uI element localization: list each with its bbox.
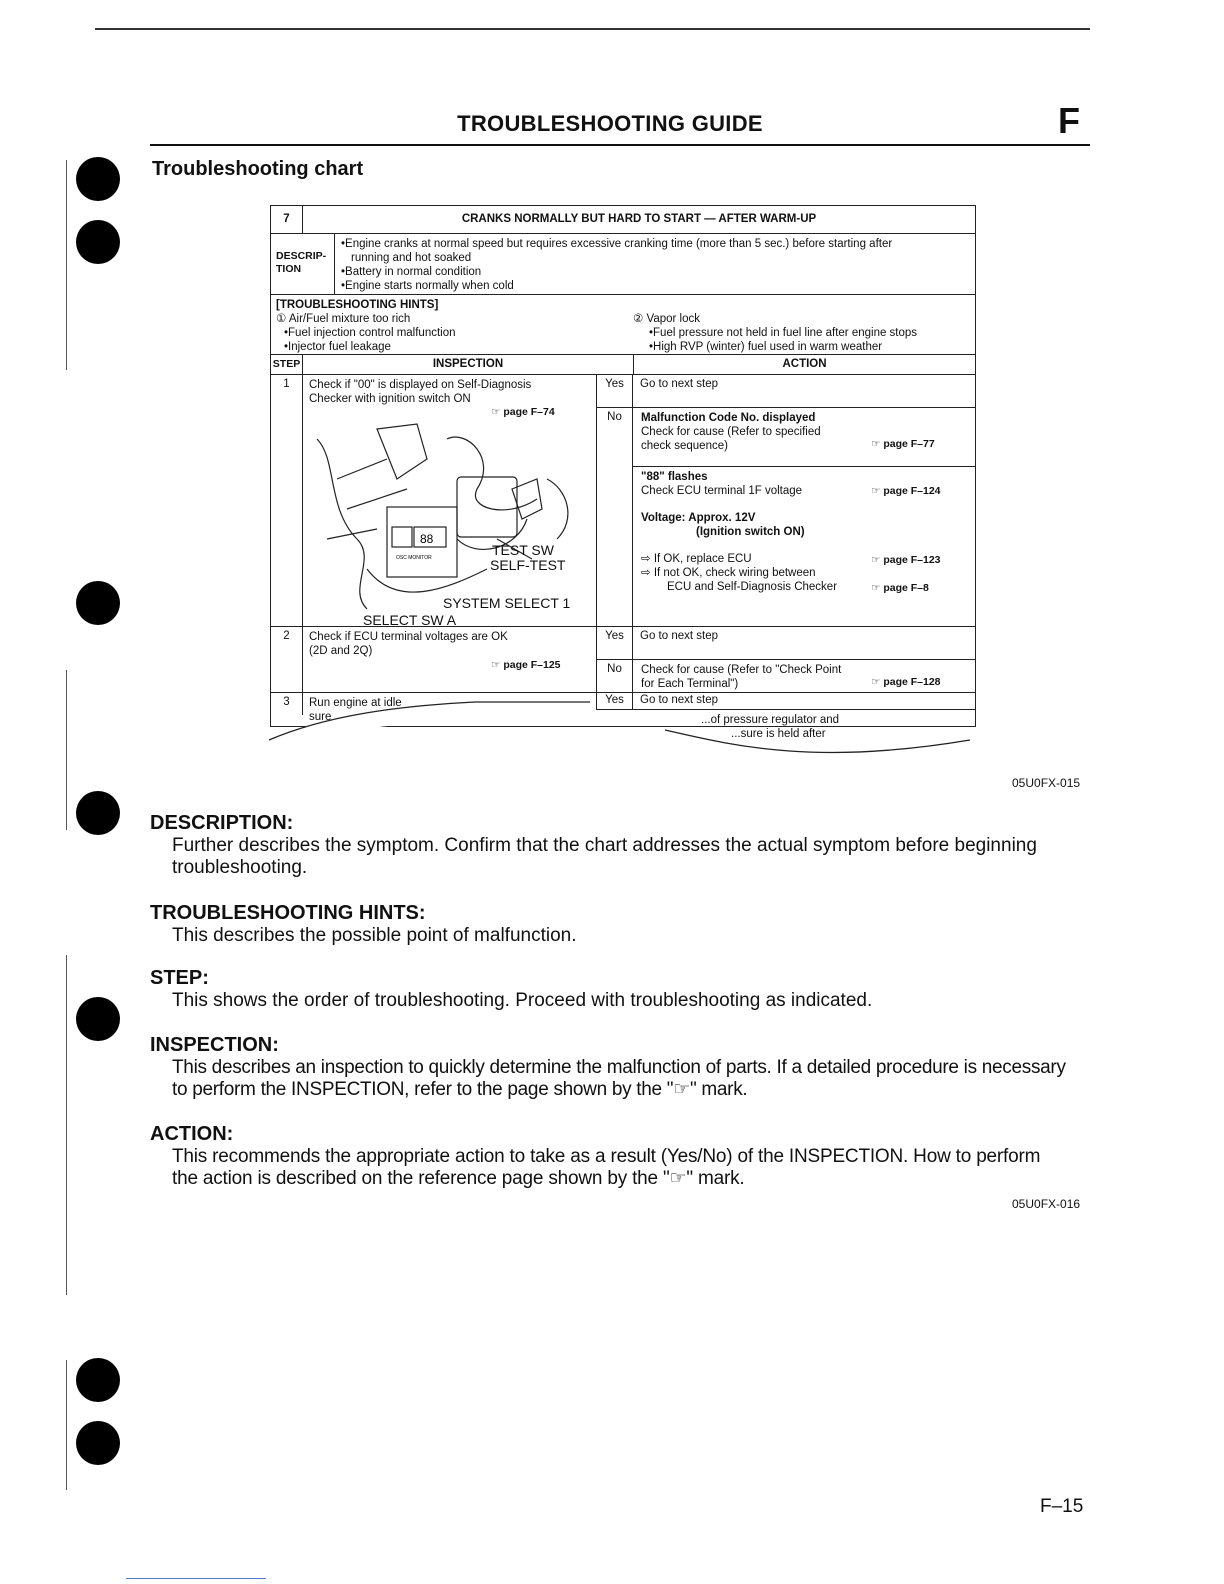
definition-line: This shows the order of troubleshooting. Proceed with troubleshooting as indicated. bbox=[172, 990, 873, 1011]
col-action: ACTION bbox=[633, 355, 975, 374]
step-inspection bbox=[309, 630, 589, 658]
step-inspection bbox=[309, 378, 589, 406]
description-label-line: TION bbox=[276, 263, 302, 275]
margin-line bbox=[66, 670, 67, 830]
inspection-line: (2D and 2Q) bbox=[309, 645, 373, 657]
page-title: TROUBLESHOOTING GUIDE bbox=[457, 111, 763, 136]
binder-hole-dot bbox=[76, 791, 120, 835]
description-row bbox=[271, 234, 975, 295]
chart-number: 7 bbox=[271, 206, 303, 233]
definition-line: This describes the possible point of malfunction. bbox=[172, 925, 577, 946]
chart-title: CRANKS NORMALLY BUT HARD TO START — AFTER WARM-UP bbox=[461, 213, 817, 225]
yes-action: Go to next step bbox=[633, 627, 975, 660]
margin-line bbox=[66, 955, 67, 1295]
checker-display: 88 bbox=[420, 532, 434, 546]
yes-label: Yes bbox=[596, 693, 633, 710]
engine-outline bbox=[547, 479, 568, 539]
action-line: ⇨ If OK, replace ECU bbox=[641, 553, 752, 565]
step-number: 3 bbox=[271, 693, 303, 715]
yes-label: Yes bbox=[596, 375, 633, 408]
definition-term: ACTION: bbox=[150, 1123, 234, 1145]
hint-line: •High RVP (winter) fuel used in warm weather bbox=[649, 341, 883, 353]
yes-action: Go to next step bbox=[633, 693, 975, 710]
action-title: Voltage: Approx. 12V bbox=[641, 512, 756, 524]
hints-row bbox=[271, 295, 975, 355]
definition-description bbox=[150, 812, 1095, 902]
section-title: Troubleshooting chart bbox=[152, 158, 364, 180]
no-label: No bbox=[596, 408, 633, 626]
label-self-test: SELF-TEST bbox=[490, 557, 566, 573]
definition-line: This describes an inspection to quickly determine the malfunction of parts. If a detailed procedure is necessary bbox=[172, 1057, 1066, 1078]
col-step: STEP bbox=[271, 355, 303, 374]
definition-body bbox=[150, 1146, 1095, 1190]
definition-body bbox=[150, 1057, 1095, 1101]
binder-hole-dot bbox=[76, 157, 120, 201]
page-ref: ☞ page F–124 bbox=[871, 485, 941, 497]
page-ref: ☞ page F–77 bbox=[871, 438, 935, 450]
description-label-line: DESCRIP- bbox=[276, 250, 327, 262]
step-row-2 bbox=[271, 627, 975, 693]
definition-line: the action is described on the reference page shown by the "☞" mark. bbox=[172, 1168, 745, 1189]
inspection-line: Run engine at idle bbox=[309, 697, 402, 709]
margin-line bbox=[66, 160, 67, 370]
definition-hints bbox=[150, 902, 1095, 967]
figure-code: 05U0FX-015 bbox=[1012, 776, 1081, 790]
inspection-line: Check if "00" is displayed on Self-Diagnosis bbox=[309, 379, 532, 391]
definition-inspection bbox=[150, 1034, 1095, 1123]
hints-right bbox=[633, 312, 973, 354]
checker-bracket bbox=[457, 477, 517, 537]
step-number: 2 bbox=[271, 627, 303, 692]
bottom-edge-mark bbox=[126, 1578, 266, 1579]
action-line: Check ECU terminal 1F voltage bbox=[641, 485, 803, 497]
hint-line: ① Air/Fuel mixture too rich bbox=[276, 313, 411, 325]
description-line: •Battery in normal condition bbox=[341, 266, 482, 278]
action-line: ...sure is held after bbox=[731, 728, 826, 740]
action-line: check sequence) bbox=[641, 440, 728, 452]
no-label: No bbox=[596, 660, 633, 692]
top-rule bbox=[95, 28, 1090, 30]
inspection-line: Checker with ignition switch ON bbox=[309, 393, 471, 405]
definition-line: This recommends the appropriate action to take as a result (Yes/No) of the INSPECTION. How to perform bbox=[172, 1146, 1041, 1167]
engine-outline bbox=[447, 437, 537, 510]
text-code: 05U0FX-016 bbox=[1012, 1197, 1081, 1211]
description-label bbox=[271, 234, 335, 294]
definition-line: Further describes the symptom. Confirm that the chart addresses the actual symptom before beginning bbox=[172, 835, 1037, 856]
step-row-1 bbox=[271, 375, 975, 627]
description-line: •Engine starts normally when cold bbox=[341, 280, 514, 292]
chart-title-row bbox=[271, 206, 975, 234]
troubleshooting-chart bbox=[270, 205, 976, 740]
page-ref: ☞ page F–128 bbox=[871, 676, 941, 688]
definition-line: troubleshooting. bbox=[172, 857, 308, 878]
page-number: F–15 bbox=[1040, 1496, 1084, 1517]
definition-term: STEP: bbox=[150, 967, 209, 989]
action-line: ...of pressure regulator and bbox=[701, 714, 840, 726]
checker-name-label: OSC MONITOR bbox=[396, 555, 432, 561]
inspection-line: sure bbox=[309, 711, 332, 722]
binder-hole-dot bbox=[76, 997, 120, 1041]
page-ref: ☞ page F–74 bbox=[491, 406, 555, 418]
hint-line: •Fuel injection control malfunction bbox=[284, 327, 456, 339]
definition-step bbox=[150, 967, 1095, 1034]
definitions bbox=[150, 812, 1095, 1190]
definition-term: TROUBLESHOOTING HINTS: bbox=[150, 902, 426, 924]
hints-label: [TROUBLESHOOTING HINTS] bbox=[276, 299, 439, 311]
action-line: Check for cause (Refer to specified bbox=[641, 426, 821, 438]
action-line: Check for cause (Refer to "Check Point bbox=[641, 664, 842, 676]
col-inspection: INSPECTION bbox=[432, 358, 504, 370]
definition-action bbox=[150, 1123, 1095, 1190]
label-test-sw: TEST SW bbox=[492, 542, 554, 558]
binder-hole-dot bbox=[76, 1421, 120, 1465]
engine-outline bbox=[377, 424, 427, 479]
binder-hole-dot bbox=[76, 1358, 120, 1402]
header-rule bbox=[150, 144, 1090, 146]
yes-label: Yes bbox=[596, 627, 633, 660]
action-title: "88" flashes bbox=[641, 471, 708, 483]
action-title: Malfunction Code No. displayed bbox=[641, 412, 816, 424]
chart-torn-edge bbox=[255, 696, 985, 766]
hint-line: •Fuel pressure not held in fuel line after engine stops bbox=[649, 327, 918, 339]
inspection-line: Check if ECU terminal voltages are OK bbox=[309, 631, 508, 643]
binder-hole-dot bbox=[76, 220, 120, 264]
action-line: ⇨ If not OK, check wiring between bbox=[641, 567, 816, 579]
description-line: •Engine cranks at normal speed but requires excessive cranking time (more than 5 sec.) before starting after bbox=[341, 238, 893, 250]
definition-body bbox=[150, 835, 1095, 879]
description-line: running and hot soaked bbox=[351, 252, 472, 264]
binder-hole-dot bbox=[76, 581, 120, 625]
page-ref: ☞ page F–123 bbox=[871, 554, 941, 566]
margin-line bbox=[66, 1360, 67, 1490]
engine-outline bbox=[317, 439, 367, 609]
action-subtitle: (Ignition switch ON) bbox=[696, 526, 805, 538]
step-number: 1 bbox=[271, 375, 303, 626]
hint-line: ② Vapor lock bbox=[633, 313, 700, 325]
definition-term: DESCRIPTION: bbox=[150, 812, 294, 834]
hint-line: •Injector fuel leakage bbox=[284, 341, 391, 353]
self-diagnosis-checker-diagram bbox=[307, 419, 597, 624]
page-ref: ☞ page F–8 bbox=[871, 582, 929, 594]
action-line: for Each Terminal") bbox=[641, 678, 739, 690]
definition-term: INSPECTION: bbox=[150, 1034, 279, 1056]
definition-line: to perform the INSPECTION, refer to the page shown by the "☞" mark. bbox=[172, 1079, 748, 1100]
page-ref: ☞ page F–125 bbox=[491, 659, 561, 671]
yes-action: Go to next step bbox=[633, 375, 975, 408]
description-text bbox=[341, 237, 971, 293]
label-select-sw: SELECT SW A bbox=[363, 612, 457, 628]
action-line: ECU and Self-Diagnosis Checker bbox=[667, 581, 838, 593]
section-letter: F bbox=[1058, 100, 1080, 141]
hints-left bbox=[276, 312, 606, 354]
column-header-row bbox=[271, 355, 975, 375]
label-system-select: SYSTEM SELECT 1 bbox=[443, 595, 571, 611]
